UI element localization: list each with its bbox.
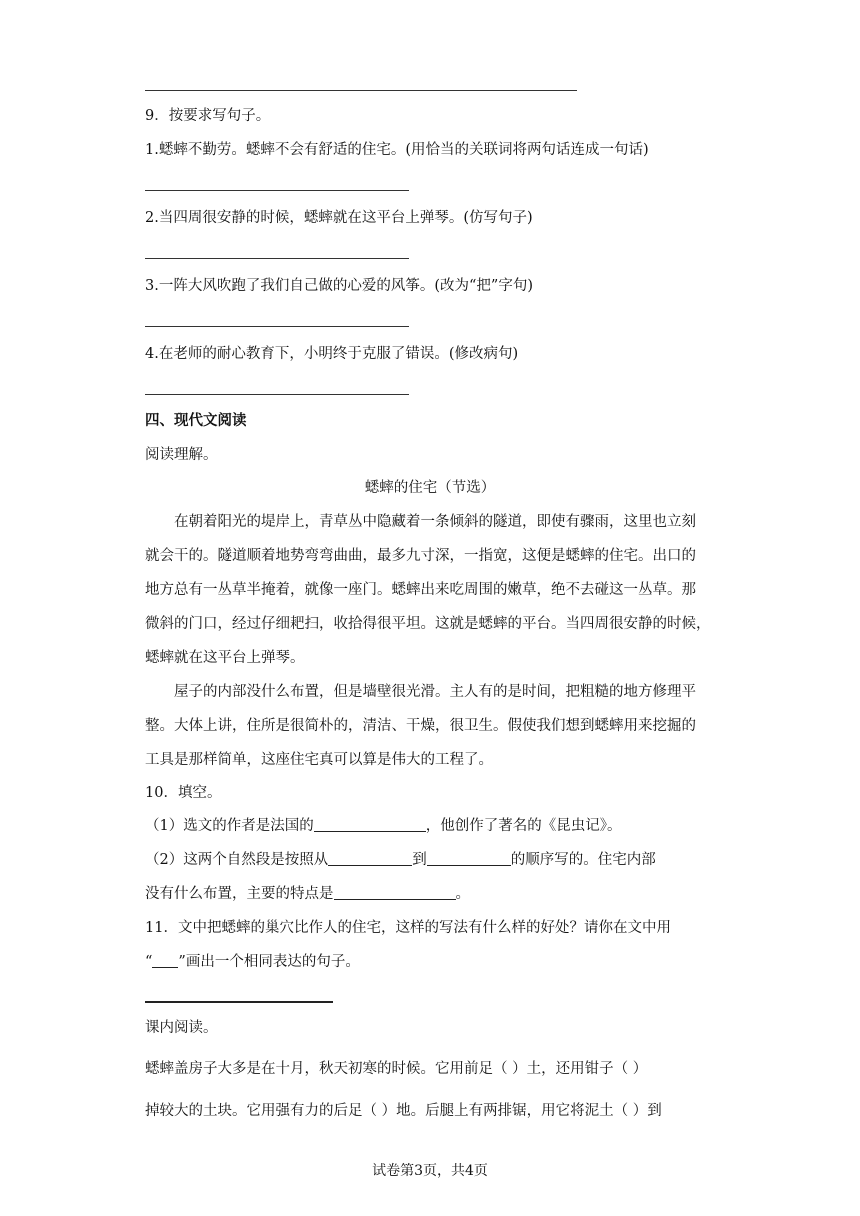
passage-line: 在朝着阳光的堤岸上，青草丛中隐藏着一条倾斜的隧道，即使有骤雨，这里也立刻 <box>174 514 696 530</box>
passage-line: 就会干的。隧道顺着地势弯弯曲曲，最多九寸深，一指宽，这便是蟋蟀的住宅。出口的 <box>145 548 696 564</box>
passage-paragraph-1 <box>145 505 715 675</box>
q10-sub-2-text-end: 。 <box>455 886 470 902</box>
passage-line: 地方总有一丛草半掩着，就像一座门。蟋蟀出来吃周围的嫩草，绝不去碰这一丛草。那 <box>145 582 696 598</box>
q11-line-2-text: ”画出一个相同表达的句子。 <box>178 954 360 970</box>
passage-line: 工具是那样简单，这座住宅真可以算是伟大的工程了。 <box>145 752 493 768</box>
q11-line-2 <box>145 952 360 972</box>
q9-item-3: 3.一阵大风吹跑了我们自己做的心爱的风筝。(改为“把”字句) <box>145 278 533 294</box>
section-intro: 阅读理解。 <box>145 447 218 463</box>
q10-sub-1-text-end: ，他创作了著名的《昆虫记》。 <box>425 818 622 834</box>
q10-sub-1 <box>145 816 621 836</box>
q10-sub-2 <box>145 850 656 870</box>
q11-line-1: 11．文中把蟋蟀的巢穴比作人的住宅，这样的写法有什么样的好处？请你在文中用 <box>145 920 671 936</box>
q10-sub-1-text: （1）选文的作者是法国的 <box>145 818 314 834</box>
q10-sub-2-cont <box>145 884 470 904</box>
answer-line <box>145 1001 333 1003</box>
fill-blank[interactable] <box>334 885 456 900</box>
answer-line <box>145 190 409 191</box>
q10-sub-2-text: 没有什么布置，主要的特点是 <box>145 886 334 902</box>
q9-heading: 9．按要求写句子。 <box>145 108 271 124</box>
passage-line: 蟋蟀就在这平台上弹琴。 <box>145 650 305 666</box>
q10-heading: 10．填空。 <box>145 785 222 801</box>
passage-line: 微斜的门口，经过仔细耙扫，收拾得很平坦。这就是蟋蟀的平台。当四周很安静的时候， <box>145 616 711 632</box>
passage-line: 整。大体上讲，住所是很简朴的，清洁、干燥，很卫生。假使我们想到蟋蟀用来挖掘的 <box>145 718 696 734</box>
fill-blank[interactable] <box>328 851 412 866</box>
answer-line <box>145 90 577 91</box>
passage-title: 蟋蟀的住宅（节选） <box>364 480 496 496</box>
fill-blank[interactable] <box>314 817 426 832</box>
q11-quote-open: “ <box>145 954 153 970</box>
answer-line <box>145 258 409 259</box>
answer-line <box>145 326 409 327</box>
q10-sub-2-text: （2）这两个自然段是按照从 <box>145 852 329 868</box>
fill-blank[interactable] <box>427 851 511 866</box>
passage-line: 屋子的内部没什么布置，但是墙壁很光滑。主人有的是时间，把粗糙的地方修理平 <box>174 684 696 700</box>
answer-line <box>145 394 409 395</box>
q9-item-4: 4.在老师的耐心教育下，小明终于克服了错误。(修改病句) <box>145 346 519 362</box>
q10-sub-2-text: 到 <box>412 852 427 868</box>
reading2-line-2: 掉较大的土块。它用强有力的后足（ ）地。后腿上有两排锯，用它将泥土（ ）到 <box>145 1103 662 1119</box>
q10-sub-2-text: 的顺序写的。住宅内部 <box>510 852 656 868</box>
page-footer: 试卷第3页，共4页 <box>372 1163 488 1179</box>
q9-item-1: 1.蟋蟀不勤劳。蟋蟀不会有舒适的住宅。(用恰当的关联词将两句话连成一句话) <box>145 142 649 158</box>
q9-item-2: 2.当四周很安静的时候，蟋蟀就在这平台上弹琴。(仿写句子) <box>145 210 533 226</box>
fill-blank[interactable] <box>152 953 178 968</box>
reading2-intro: 课内阅读。 <box>145 1020 218 1036</box>
reading2-line-1: 蟋蟀盖房子大多是在十月，秋天初寒的时候。它用前足（ ）土，还用钳子（ ） <box>145 1061 648 1077</box>
section-heading: 四、现代文阅读 <box>145 412 247 429</box>
passage-paragraph-2 <box>145 675 715 777</box>
